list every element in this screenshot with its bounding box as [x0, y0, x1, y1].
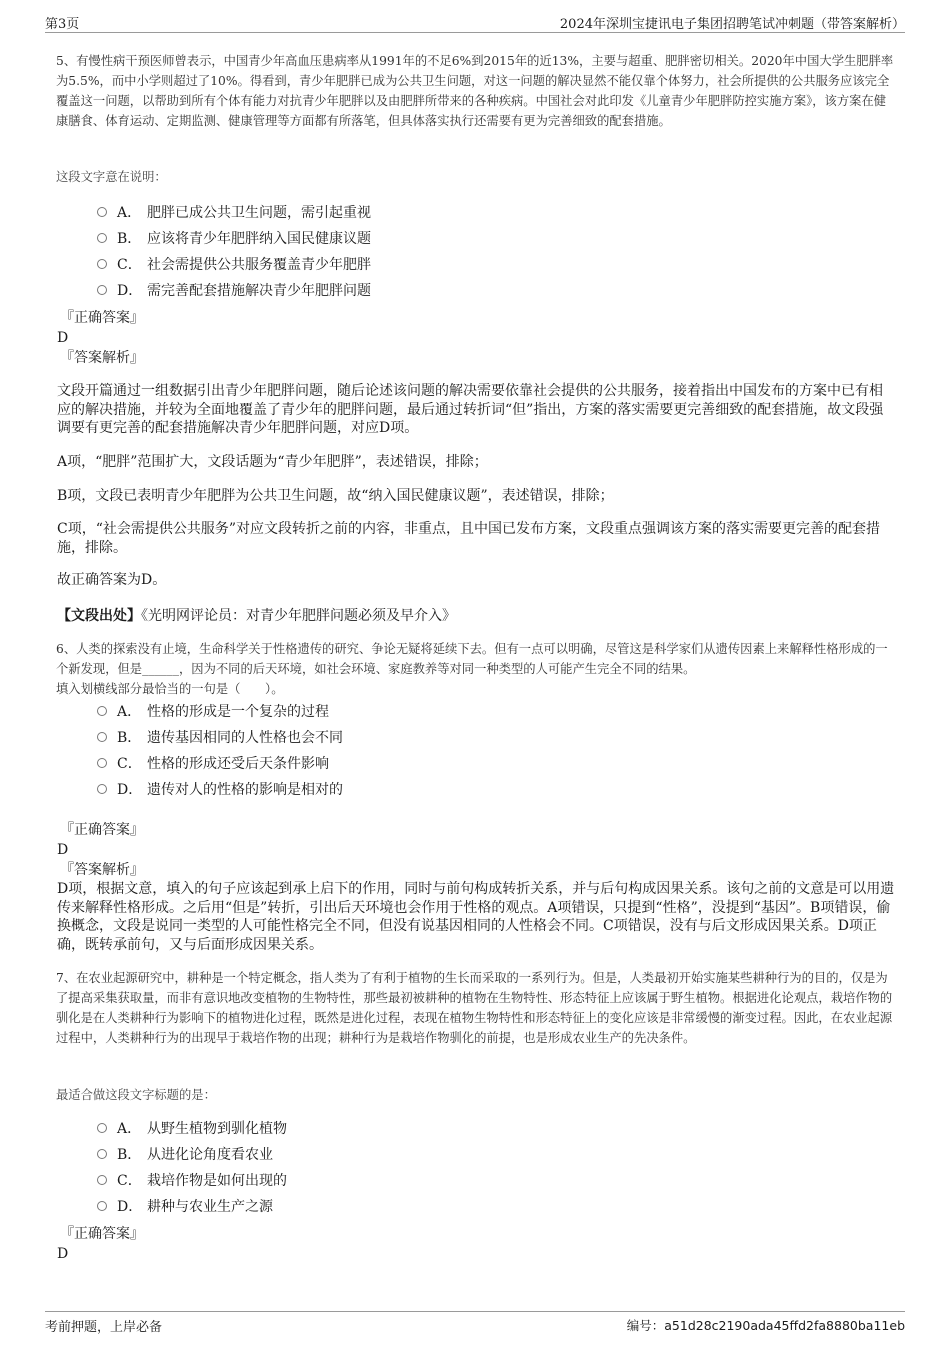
question-7-answer: D: [57, 1246, 69, 1262]
question-5-analysis-label: 『答案解析』: [60, 350, 144, 366]
question-6-analysis: D项，根据文意，填入的句子应该起到承上启下的作用，同时与前句构成转折关系，并与后句构成因果关系。该句之前的文意是可以用遗传来解释性格形成。之后用“但是”转折，引出后天环境也会作用于性格的观点。A项错误，只提到“性格”，没提到“基因”。B项错误，偷换概念，文段是说同一类型的人可能性格完全不同，但没有说基因相同的人性格会不同。C项错误，没有与后文形成因果关系。D项正确，既转承前句，又与后面形成因果关系。: [57, 881, 895, 953]
question-6-option-c[interactable]: C． 性格的形成还受后天条件影响: [97, 754, 329, 774]
question-5-answer-label: 『正确答案』: [60, 310, 144, 326]
page-header: [45, 10, 905, 33]
radio-icon[interactable]: [97, 1149, 107, 1159]
radio-icon[interactable]: [97, 758, 107, 768]
question-5-option-a[interactable]: A． 肥胖已成公共卫生问题，需引起重视: [97, 203, 371, 223]
question-5-analysis-main: 文段开篇通过一组数据引出青少年肥胖问题，随后论述该问题的解决需要依靠社会提供的公共服务，接着指出中国发布的方案中已有相应的解决措施，并较为全面地覆盖了青少年的肥胖问题，最后通过转折词“但”指出，方案的落实需要更完善细致的配套措施，故文段强调要有更完善的配套措施解决青少年肥胖问题，对应D项。: [57, 383, 884, 436]
question-5-analysis-b: B项，文段已表明青少年肥胖为公共卫生问题，故“纳入国民健康议题”，表述错误，排除；: [57, 488, 614, 504]
question-6-answer: D: [57, 842, 69, 858]
radio-icon[interactable]: [97, 1175, 107, 1185]
question-5-analysis-a: A项，“肥胖”范围扩大，文段话题为“青少年肥胖”，表述错误，排除；: [57, 454, 488, 470]
question-5-answer: D: [57, 330, 69, 346]
radio-icon[interactable]: [97, 207, 107, 217]
page-footer: [45, 1311, 905, 1336]
radio-icon[interactable]: [97, 285, 107, 295]
document-id: 编号：a51d28c2190ada45ffd2fa8880ba11eb: [626, 1318, 905, 1333]
question-6-option-d[interactable]: D． 遗传对人的性格的影响是相对的: [97, 780, 343, 800]
page-number: 第3页: [45, 17, 80, 32]
question-6-option-a[interactable]: A． 性格的形成是一个复杂的过程: [97, 702, 329, 722]
question-7-prompt: 最适合做这段文字标题的是：: [56, 1088, 216, 1102]
question-5-option-c[interactable]: C． 社会需提供公共服务覆盖青少年肥胖: [97, 255, 371, 275]
question-5-stem: 5、有慢性病干预医师曾表示，中国青少年高血压患病率从1991年的不足6%到2015年的近13%，主要与超重、肥胖密切相关。2020年中国大学生肥胖率为5.5%，而中小学则超过了10%。得看到，青少年肥胖已成为公共卫生问题，对这一问题的解决显然不能仅靠个体努力，社会所提供的公共服务应该完全覆盖这一问题，以帮助到所有个体有能力对抗青少年肥胖以及由肥胖所带来的各种疾病。中国社会对此印发《儿童青少年肥胖防控实施方案》，该方案在健康膳食、体育运动、定期监测、健康管理等方面都有所落笔，但具体落实执行还需要有更为完善细致的配套措施。: [56, 54, 894, 128]
radio-icon[interactable]: [97, 1201, 107, 1211]
document-title: 2024年深圳宝捷讯电子集团招聘笔试冲刺题（带答案解析）: [559, 17, 905, 32]
question-6-analysis-label: 『答案解析』: [60, 862, 144, 878]
footer-slogan: 考前押题，上岸必备: [45, 1320, 163, 1335]
question-7-option-d[interactable]: D． 耕种与农业生产之源: [97, 1197, 273, 1217]
question-5-conclusion: 故正确答案为D。: [57, 572, 167, 588]
radio-icon[interactable]: [97, 784, 107, 794]
radio-icon[interactable]: [97, 1123, 107, 1133]
question-5-option-b[interactable]: B． 应该将青少年肥胖纳入国民健康议题: [97, 229, 371, 249]
question-6-stem: 6、人类的探索没有止境，生命科学关于性格遗传的研究、争论无疑将延续下去。但有一点可以明确，尽管这是科学家们从遗传因素上来解释性格形成的一个新发现，但是______，因为不同的后天环境，如社会环境、家庭教养等对同一种类型的人可能产生完全不同的结果。: [56, 642, 888, 676]
question-5-option-d[interactable]: D． 需完善配套措施解决青少年肥胖问题: [97, 281, 371, 301]
question-7-option-c[interactable]: C． 栽培作物是如何出现的: [97, 1171, 287, 1191]
question-5-analysis-c: C项，“社会需提供公共服务”对应文段转折之前的内容，非重点，且中国已发布方案，文段重点强调该方案的落实需要更完善的配套措施，排除。: [57, 521, 881, 556]
radio-icon[interactable]: [97, 259, 107, 269]
question-5-prompt: 这段文字意在说明：: [56, 170, 167, 184]
radio-icon[interactable]: [97, 732, 107, 742]
radio-icon[interactable]: [97, 233, 107, 243]
question-6-answer-label: 『正确答案』: [60, 822, 144, 838]
radio-icon[interactable]: [97, 706, 107, 716]
question-5-source: 【文段出处】《光明网评论员：对青少年肥胖问题必须及早介入》: [57, 608, 456, 624]
question-7-option-a[interactable]: A． 从野生植物到驯化植物: [97, 1119, 287, 1139]
question-6-prompt: 填入划横线部分最恰当的一句是（ ）。: [56, 682, 284, 696]
question-6-option-b[interactable]: B． 遗传基因相同的人性格也会不同: [97, 728, 343, 748]
question-7-stem: 7、在农业起源研究中，耕种是一个特定概念，指人类为了有利于植物的生长而采取的一系列行为。但是，人类最初开始实施某些耕种行为的目的，仅是为了提高采集获取量，而非有意识地改变植物的生物特性，那些最初被耕种的植物在生物特性、形态特征上应该属于野生植物。根据进化论观点，栽培作物的驯化是在人类耕种行为影响下的植物进化过程，既然是进化过程，表现在植物生物特性和形态特征上的变化应该是非常缓慢的渐变过程。因此，在农业起源过程中，人类耕种行为的出现早于栽培作物的出现；耕种行为是栽培作物驯化的前提，也是形成农业生产的先决条件。: [56, 971, 893, 1045]
question-7-answer-label: 『正确答案』: [60, 1226, 144, 1242]
question-7-option-b[interactable]: B． 从进化论角度看农业: [97, 1145, 273, 1165]
